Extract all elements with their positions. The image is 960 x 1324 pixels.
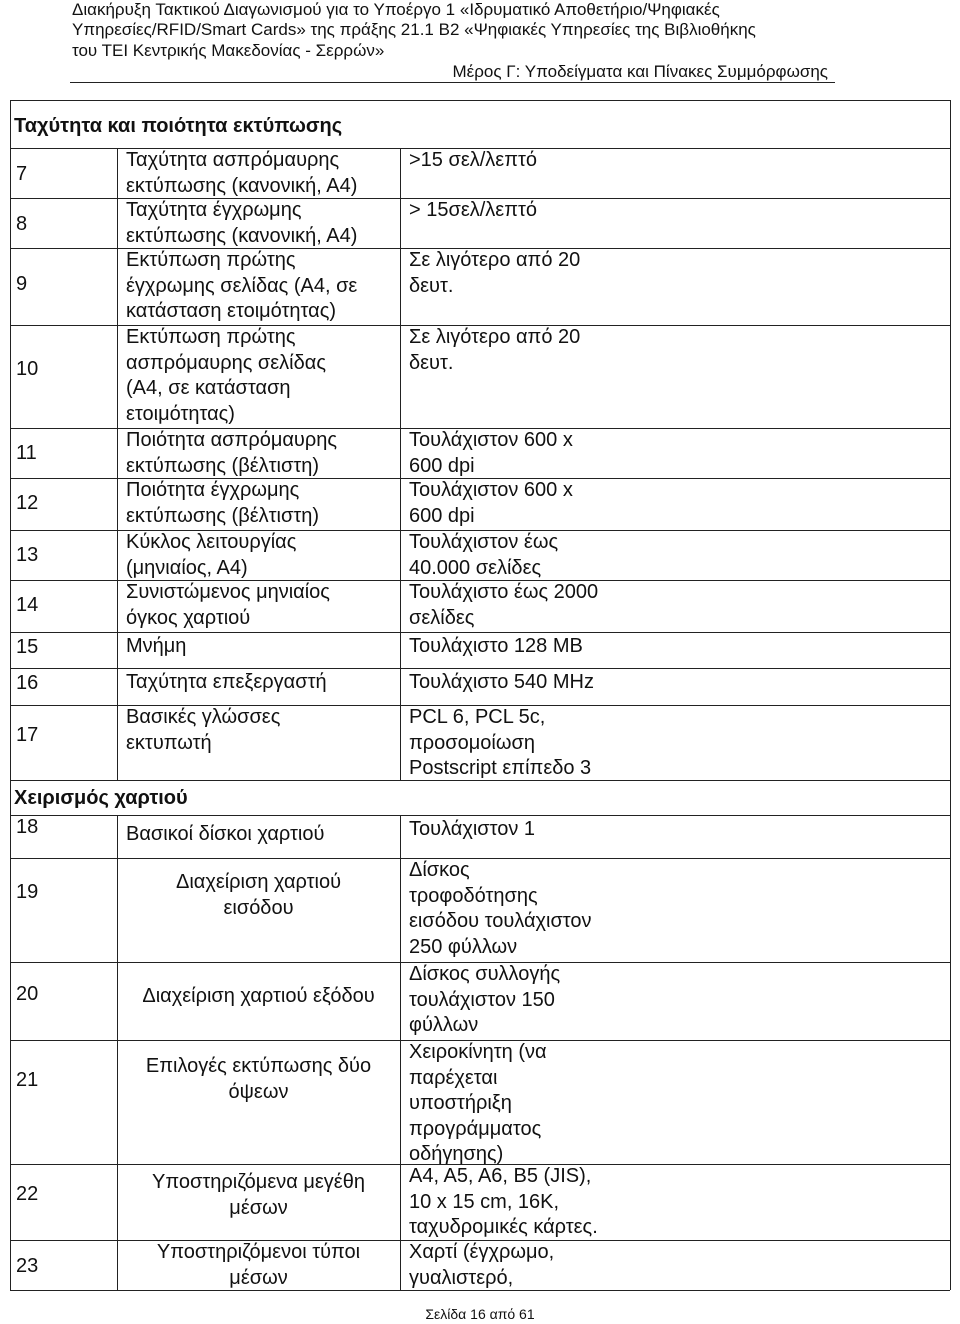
description-line: όγκος χαρτιού [126, 606, 251, 629]
column-divider [400, 858, 401, 962]
section-title-paper-handling: Χειρισμός χαρτιού [14, 787, 188, 809]
row-number: 11 [16, 442, 37, 464]
description-line: Διαχείριση χαρτιού [175, 871, 342, 893]
column-divider [400, 198, 401, 248]
header-line-2: Υπηρεσίες/RFID/Smart Cards» της πράξης 21.1 Β2 «Ψηφιακές Υπηρεσίες της Βιβλιοθήκης [72, 20, 756, 39]
specification-line: Τουλάχιστον 600 x [409, 429, 573, 451]
column-divider [117, 705, 118, 780]
specification-line: 600 dpi [409, 454, 475, 477]
row-divider [10, 668, 950, 669]
column-divider [117, 478, 118, 530]
page-header [0, 0, 960, 84]
column-divider [117, 248, 118, 325]
section-title-print-speed: Ταχύτητα και ποιότητα εκτύπωσης [14, 115, 343, 137]
description-line: Εκτύπωση πρώτης [126, 326, 296, 348]
column-divider [10, 100, 11, 780]
column-divider [10, 780, 11, 1290]
description-line: Διαχείριση χαρτιού εξόδου [142, 985, 375, 1007]
column-divider [400, 815, 401, 858]
specification-line: Τουλάχιστο έως 2000 [409, 581, 599, 603]
row-number: 9 [16, 273, 28, 295]
row-number: 13 [16, 544, 39, 566]
column-divider [950, 780, 951, 1290]
description-line: Ποιότητα ασπρόμαυρης [126, 429, 337, 451]
description-line: Ταχύτητα έγχρωμης [126, 199, 302, 221]
specification-line: τροφοδότησης [409, 884, 538, 907]
description-line: όψεων [228, 1080, 289, 1103]
specification-line: >15 σελ/λεπτό [409, 149, 538, 171]
row-number: 17 [16, 724, 39, 746]
specification-line: 40.000 σελίδες [409, 556, 542, 579]
column-divider [400, 325, 401, 428]
row-number: 7 [16, 163, 28, 185]
column-divider [117, 428, 118, 478]
header-line-1: Διακήρυξη Τακτικού Διαγωνισμού για το Υποέργο 1 «Ιδρυματικό Αποθετήριο/Ψηφιακές [72, 0, 720, 19]
specification-line: Τουλάχιστον 1 [409, 818, 536, 840]
specification-line: 600 dpi [409, 504, 475, 527]
specification-line: Σε λιγότερο από 20 [409, 326, 581, 348]
compliance-table [10, 100, 950, 1290]
header-line-3: του ΤΕΙ Κεντρικής Μακεδονίας - Σερρών» [72, 41, 385, 60]
description-line: Μνήμη [126, 635, 187, 657]
specification-line: Τουλάχιστον 600 x [409, 479, 573, 501]
specification-line: Δίσκος συλλογής [409, 963, 561, 985]
row-number: 20 [16, 983, 39, 1005]
row-number: 10 [16, 358, 39, 380]
description-line: ετοιμότητας) [126, 402, 235, 425]
description-line: Υποστηριζόμενοι τύποι [156, 1241, 361, 1263]
column-divider [950, 100, 951, 780]
column-divider [400, 478, 401, 530]
specification-line: υποστήριξη [409, 1092, 512, 1114]
row-number: 12 [16, 492, 39, 514]
row-number: 8 [16, 213, 28, 235]
description-line: μέσων [229, 1196, 288, 1219]
specification-line: γυαλιστερό, [409, 1266, 514, 1289]
column-divider [117, 530, 118, 580]
specification-line: Postscript επίπεδο 3 [409, 757, 592, 779]
column-divider [400, 428, 401, 478]
description-line: μέσων [229, 1266, 288, 1289]
specification-line: PCL 6, PCL 5c, [409, 706, 546, 728]
column-divider [400, 1040, 401, 1164]
row-number: 23 [16, 1255, 39, 1277]
description-line: ασπρόμαυρης σελίδας [126, 351, 326, 374]
description-line: κατάσταση ετοιμότητας) [126, 300, 337, 322]
specification-line: Σε λιγότερο από 20 [409, 249, 581, 271]
description-line: Ποιότητα έγχρωμης [126, 479, 300, 501]
specification-line: προγράμματος [409, 1117, 542, 1140]
description-line: Βασικές γλώσσες [126, 706, 281, 728]
column-divider [400, 705, 401, 780]
specification-line: προσομοίωση [409, 731, 535, 754]
description-line: εκτύπωσης (βέλτιστη) [126, 454, 319, 477]
description-line: εκτύπωσης (κανονική, Α4) [126, 174, 358, 197]
header-section: Μέρος Γ: Υποδείγματα και Πίνακες Συμμόρφωσης [452, 62, 828, 81]
row-divider [10, 100, 950, 101]
specification-line: 250 φύλλων [409, 935, 518, 958]
row-divider [10, 632, 950, 633]
description-line: Ταχύτητα ασπρόμαυρης [126, 149, 340, 171]
specification-line: Τουλάχιστον έως [409, 531, 559, 553]
row-divider [10, 858, 950, 859]
page-footer: Σελίδα 16 από 61 [425, 1306, 535, 1322]
column-divider [400, 962, 401, 1040]
row-divider [10, 815, 950, 816]
description-line: εκτυπωτή [126, 731, 212, 754]
row-number: 19 [16, 881, 39, 903]
column-divider [117, 325, 118, 428]
description-line: Κύκλος λειτουργίας [126, 531, 297, 553]
column-divider [117, 815, 118, 858]
specification-line: σελίδες [409, 606, 475, 629]
description-line: Βασικοί δίσκοι χαρτιού [126, 823, 325, 845]
specification-line: δευτ. [409, 351, 454, 374]
specification-line: τουλάχιστον 150 [409, 988, 555, 1011]
specification-line: Τουλάχιστο 128 MB [409, 635, 583, 657]
specification-line: φύλλων [409, 1014, 479, 1036]
description-line: εισόδου [223, 896, 294, 919]
column-divider [117, 632, 118, 668]
specification-line: 10 x 15 cm, 16K, [409, 1190, 560, 1213]
row-number: 18 [16, 816, 39, 838]
column-divider [117, 668, 118, 705]
description-line: Συνιστώμενος μηνιαίος [126, 581, 330, 603]
specification-line: Τουλάχιστο 540 MHz [409, 671, 594, 693]
row-number: 15 [16, 636, 39, 658]
column-divider [117, 580, 118, 632]
description-line: Υποστηριζόμενα μεγέθη [152, 1171, 365, 1193]
row-number: 22 [16, 1183, 39, 1205]
description-line: (μηνιαίος, Α4) [126, 556, 248, 579]
column-divider [117, 198, 118, 248]
row-number: 14 [16, 594, 39, 616]
description-line: (Α4, σε κατάσταση [126, 377, 291, 399]
header-rule [70, 82, 835, 83]
specification-line: Δίσκος [409, 859, 470, 881]
specification-line: οδήγησης) [409, 1143, 504, 1165]
column-divider [400, 1240, 401, 1290]
specification-line: Χειροκίνητη (να [409, 1041, 547, 1063]
column-divider [400, 530, 401, 580]
column-divider [400, 580, 401, 632]
specification-line: παρέχεται [409, 1066, 498, 1089]
specification-line: A4, A5, A6, B5 (JIS), [409, 1165, 592, 1187]
column-divider [400, 632, 401, 668]
specification-line: > 15σελ/λεπτό [409, 199, 538, 221]
description-line: Εκτύπωση πρώτης [126, 249, 296, 271]
description-line: Ταχύτητα επεξεργαστή [126, 671, 327, 693]
specification-line: Χαρτί (έγχρωμο, [409, 1241, 555, 1263]
description-line: εκτύπωσης (βέλτιστη) [126, 504, 319, 527]
column-divider [400, 148, 401, 198]
description-line: εκτύπωσης (κανονική, Α4) [126, 224, 358, 247]
column-divider [400, 248, 401, 325]
column-divider [117, 148, 118, 198]
specification-line: εισόδου τουλάχιστον [409, 910, 592, 932]
column-divider [400, 1164, 401, 1240]
specification-line: δευτ. [409, 274, 454, 297]
specification-line: ταχυδρομικές κάρτες. [409, 1216, 598, 1238]
row-number: 16 [16, 672, 39, 694]
row-number: 21 [16, 1069, 39, 1091]
description-line: έγχρωμης σελίδας (Α4, σε [126, 274, 358, 297]
description-line: Επιλογές εκτύπωσης δύο [145, 1055, 372, 1077]
column-divider [400, 668, 401, 705]
